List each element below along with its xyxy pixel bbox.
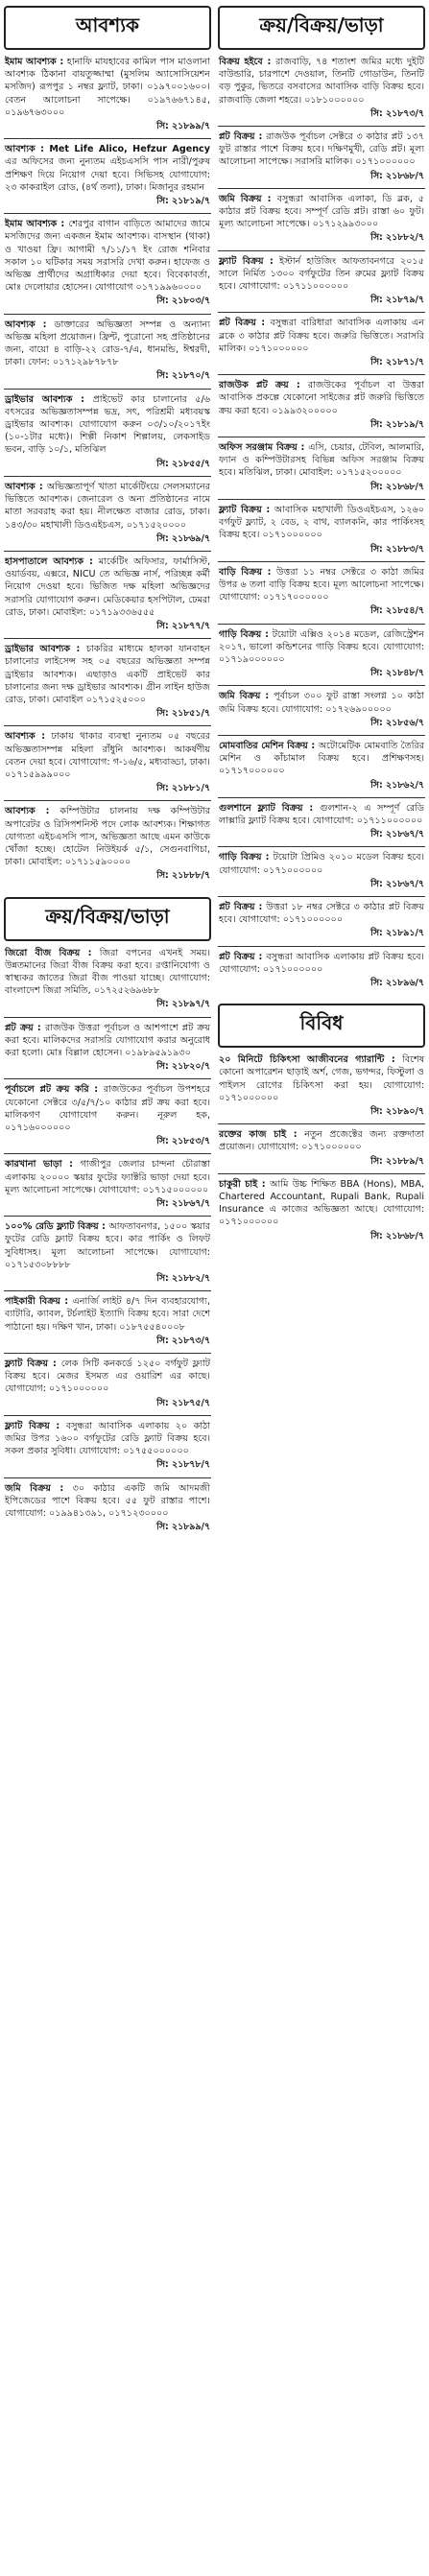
ad-divider xyxy=(218,126,425,127)
ad-body: হানাফি মাযহাবের কামিল পাস মাওলানা আবশ্যক ঠিকানা বায়তুজ্জাম্মা (মুসলিম অ্যাসোসিয়েশন মসজিদ) রূপপুর ১ নম্বর ফ্ল্যাট, ঢাকা। ০১৯৭০০১৬০০। বেতন আলোচনা সাপেক্ষে। ০১৯৭৬৬৭১৪৫, ০১৯৬৭৬৩০০০ xyxy=(5,57,211,118)
ad-code: সি: ২১৮৬৮/৭ xyxy=(370,1230,424,1241)
ad-code: সি: ২১৮৬৭/৭ xyxy=(156,1198,210,1210)
classified-ad xyxy=(218,504,425,558)
classified-ad xyxy=(4,218,211,310)
ad-code: সি: ২১৮৮৮/৭ xyxy=(156,870,210,882)
ad-keyword: ফ্ল্যাট বিক্রয় : xyxy=(219,255,280,267)
wanted-ads-list xyxy=(4,56,211,886)
miscellaneous-ads-list xyxy=(218,1053,425,1245)
ad-code: সি: ২১৮৮১/৭ xyxy=(156,783,210,794)
ad-keyword: গাড়ি বিক্রয় : xyxy=(219,852,274,863)
ad-code: সি: ২১৮৮২/৭ xyxy=(370,232,424,244)
classified-ad xyxy=(4,643,211,722)
ad-body: প্রাইভেট কার চালানোর ৫/৬ বৎসরের অভিজ্ঞতাসম্পন্ন ভদ্র, সৎ, পরিশ্রমী মধ্যবয়স্ক ড্রাইভার আবশ্যক। যোগাযোগ করুন ০৩/১০/২০১৭ইং (১০-১টার মধ্যে)। শিল্পী নিকাশ শিল্পালয়, লেকসাইড ভবন, বাড়ি ১০/১, মতিঝিল xyxy=(5,393,211,456)
ad-code: সি: ২১৮৫১/৭ xyxy=(156,708,210,720)
classified-ad xyxy=(218,951,425,993)
ad-code: সি: ২১৮৭১/৭ xyxy=(370,357,424,368)
ad-divider xyxy=(218,499,425,500)
classified-ad xyxy=(4,1420,211,1475)
ad-body: এর অফিসের জন্য নুন্যতম এইচএসসি পাস নারী/পুরুষ প্রশিক্ষণ দিয়ে নিয়োগ দেয়া হবে। সিভিসহ যোগাযোগ: ২৩ কাকরাইল রোড, (৪র্থ তলা), ঢাকা। মিজানুর রহমান xyxy=(5,156,210,193)
ad-divider xyxy=(218,374,425,375)
ad-code: সি: ২১৮১৯/৭ xyxy=(156,196,210,207)
ad-keyword: পাইকারী বিক্রয় : xyxy=(5,1296,73,1308)
ad-keyword: চাকুরী চাই : xyxy=(219,1178,271,1190)
ad-body: ঢাকায় থাকার ব্যবস্থা নুন্যতম ০৫ বছরের অভিজ্ঞতাসম্পন্ন মহিলা রাঁধুনি আবশ্যক। আকর্ষণীয় বেতন দেয়া হবে। যোগাযোগ: গ-১৬/৫, মধ্যবাড্ডা, ঢাকা। ০১৭১৫৯৯৯০০০ xyxy=(5,731,211,780)
left-column xyxy=(4,4,211,1537)
classified-ad xyxy=(218,255,425,310)
ad-keyword: ইমাম আবশ্যক : xyxy=(5,57,67,67)
section-header-buy-sell-rent-left: ক্রয়/বিক্রয়/ভাড়া xyxy=(4,897,211,941)
ad-keyword: হাসপাতালে আবশ্যক : xyxy=(5,555,99,567)
ad-keyword: আবশ্যক : xyxy=(5,481,47,492)
ad-divider xyxy=(4,551,211,552)
ad-divider xyxy=(218,685,425,686)
ad-divider xyxy=(218,946,425,947)
ad-body: রাজউকের পূর্বাচল উপশহরে যেকোনো সেক্টরে ৩/৫/৭/১০ কাঠার প্লট ক্রয় করা হবে। মালিকগণ যোগাযোগ করুন। নূরুল হক, ০১৭১৬০০০০০০ xyxy=(5,1084,210,1134)
ad-divider xyxy=(4,138,211,139)
classified-ad xyxy=(4,1083,211,1150)
classified-ad xyxy=(4,1295,211,1350)
ad-keyword: মোমবাতির মেশিন বিক্রয় : xyxy=(219,740,319,751)
ad-keyword: রক্তের কাজ চাই : xyxy=(219,1129,305,1141)
section-header-wanted: আবশ্যক xyxy=(4,6,211,50)
ad-body: বসুন্ধরা আবাসিক এলাকায় ২০ কাঠা জমির উপর ১৬০০ বর্গফুটের রেডি ফ্ল্যাট বিক্রয় হবে। সকল প্রকার সুবিধা। যোগাযোগ: ০১৭৫৫০০০০০০ xyxy=(5,1420,210,1457)
ad-keyword: কারখানা ভাড়া : xyxy=(5,1159,81,1170)
ad-divider xyxy=(4,638,211,639)
ad-code: সি: ২১৮৫৫/৭ xyxy=(156,458,210,469)
ad-divider xyxy=(218,896,425,897)
ad-divider xyxy=(4,314,211,315)
ad-keyword: জমি বিক্রয় : xyxy=(219,691,274,702)
section-header-buy-sell-rent-right: ক্রয়/বিক্রয়/ভাড়া xyxy=(218,6,425,50)
classified-ad xyxy=(218,901,425,943)
ad-body: বিশেষ কোনো অপারেশন ছাড়াই অর্শ, গেজ, ভগন্দর, ফিস্টুলা ও পাইলস রোগের চিকিৎসা করা হয়। যোগাযোগ: ০১৭১০০০০০০ xyxy=(219,1054,424,1103)
ad-body: পূর্বাচল ৩০০ ফুট রাস্তা সংলগ্ন ১০ কাঠা জমি বিক্রয় হবে। যোগাযোগ: ০১৭২৬৯০০০০০ xyxy=(219,691,424,715)
ad-code: সি: ২১৮৮৩/৭ xyxy=(370,543,424,555)
ad-divider xyxy=(4,725,211,726)
ad-body: এনার্জি লাইট ৪/৭ দিন ব্যবহারযোগ্য, ব্যাটারি, ক্যাবল, টর্চলাইট ইত্যাদি বিক্রয় হবে। সারা দেশে পাঠানো হয়। দক্ষিণ খান, ঢাকা। ০১৮৭৫৫৪০০০৮ xyxy=(5,1296,210,1333)
ad-divider xyxy=(4,1017,211,1018)
ad-code: সি: ২১৮৯১/৭ xyxy=(370,928,424,939)
classified-ad xyxy=(218,379,425,434)
ad-code: সি: ২১৮৫৪/৭ xyxy=(370,605,424,617)
classified-ad xyxy=(218,740,425,794)
classified-ad xyxy=(218,193,425,248)
ad-code: সি: ২১৮৯৭/৭ xyxy=(156,999,210,1010)
ad-code: সি: ২১৮৬৮/৭ xyxy=(370,481,424,492)
ad-body: উত্তরা ১৮ নম্বর সেক্টরে ৩ কাঠার প্লট বিক্রয় হবে। যোগাযোগ: ০১৭১০০০০০০ xyxy=(219,901,424,926)
classified-ad xyxy=(218,802,425,844)
ad-divider xyxy=(4,1078,211,1079)
ad-divider xyxy=(4,476,211,477)
ad-body: ইস্টার্ন হাউজিং আফতাবনগরে ২০১৫ সালে নির্মিত ১৩০০ বর্গফুটের তিন রুমের ফ্ল্যাট বিক্রয় হবে। যোগাযোগ: ০১৭১১০০০০০০ xyxy=(219,255,424,293)
classified-ad xyxy=(218,628,425,683)
ad-body: লেক সিটি কনকর্ডে ১২৫০ বর্গফুট ফ্ল্যাট বিক্রয় হবে। মেজর ইসমত এর ওয়ারিশ এর কাছে। যোগাযোগ: ০১৭১০০০০০০ xyxy=(5,1359,210,1395)
ad-body: টয়োটা প্রিমিও ২০১০ মডেল বিক্রয় হবে। যোগাযোগ: ০১৭১০০০০০০ xyxy=(219,852,424,876)
ad-keyword: আবশ্যক : Met Life Alico, Hefzur Agency xyxy=(5,144,210,155)
classified-ad xyxy=(218,1128,425,1170)
ad-divider xyxy=(4,1477,211,1478)
ad-keyword: প্লট বিক্রয় : xyxy=(219,901,267,912)
classified-ad xyxy=(4,1482,211,1537)
ad-keyword: প্লট বিক্রয় : xyxy=(219,131,267,143)
ad-keyword: অফিস সরঞ্জাম বিক্রয় : xyxy=(219,442,309,454)
section-header-miscellaneous: বিবিধ xyxy=(218,1004,425,1048)
ad-divider xyxy=(4,800,211,801)
ad-divider xyxy=(218,1173,425,1174)
ad-code: সি: ২১৮৭৩/৭ xyxy=(370,107,424,119)
ad-body: অভিজ্ঞতাপূর্ণ খাতা মার্কেটিংয়ে সেলসম্যানের ভিত্তিতে আবশ্যক। জেনারেল ও অন্য প্রতিষ্ঠানের নামে মাতা সরবরাহ করা হয়। নীলক্ষেত বাজার রোড, ঢাকা। ১৪৩/৩০ মহাখালী ডিওএইচএস, ০১৭১৫২০০০০ xyxy=(5,481,210,531)
classified-ad xyxy=(4,1220,211,1288)
ad-code: সি: ২১৮৯৬/৭ xyxy=(370,977,424,988)
classified-ad xyxy=(4,481,211,548)
ad-code: সি: ২১৮২০/৭ xyxy=(156,1061,210,1073)
ad-body: নতুন প্রজেক্টের জন্য রক্তদাতা প্রয়োজন। যোগাযোগ: ০১৭১০০০০০০ xyxy=(219,1129,425,1153)
ad-divider xyxy=(218,312,425,313)
classified-ad xyxy=(218,317,425,371)
ad-keyword: রাজউক প্লট ক্রয় : xyxy=(219,380,308,391)
ad-body: গাজীপুর জেলার চান্দনা চৌরাস্তা এলাকায় ২০০০০ স্কয়ার ফুটের ফ্যাক্টরি ভাড়া দেয়া হবে। মূল্য আলোচনা সাপেক্ষে। যোগাযোগ: ০১৭১৫০০০০০০ xyxy=(5,1159,210,1195)
ad-keyword: আবশ্যক : xyxy=(5,319,55,330)
ad-code: সি: ২১৮৮২/৭ xyxy=(156,1273,210,1285)
ad-keyword: জমি বিক্রয় : xyxy=(219,193,277,204)
ad-keyword: আবশ্যক : xyxy=(5,806,60,817)
ad-body: আবাসিক মহাখালী ডিওএইচএস, ১২৬০ বর্গফুট ফ্ল্যাট, ২ বেড, ২ বাথ, ব্যালকনি, কার পার্কিংসহ বিক্রয় হবে। ০১৭১০০০০০০ xyxy=(219,504,424,541)
classified-ad xyxy=(218,56,425,123)
ad-code: সি: ২১৮৭৮/৭ xyxy=(156,1459,210,1471)
classified-ad xyxy=(4,947,211,1014)
ad-code: সি: ২১৮৬৮/৭ xyxy=(370,170,424,181)
ad-divider xyxy=(218,250,425,251)
classified-ad xyxy=(4,56,211,135)
ad-divider xyxy=(218,797,425,798)
classified-ad xyxy=(4,805,211,885)
ad-body: ডাক্তারের অভিজ্ঞতা সম্পন্ন ও অন্যান্য অভিজ্ঞ মহিলা প্রয়োজন। ফ্রিন্ট, পুরোনো সহ প্রতিষ্ঠানের জন্য, বায়ো ৪ বাড়ি-২২ রোড-৭/এ, ধানমন্ডি, ঈশ্বরদী, ঢাকা। ফোন: ০১৭১২৯৮৭৮৭৮ xyxy=(5,319,210,368)
ad-divider xyxy=(4,1290,211,1291)
ad-code: সি: ২১৮১৯/৭ xyxy=(370,418,424,430)
ad-keyword: ফ্ল্যাট বিক্রয় : xyxy=(5,1359,61,1370)
ad-divider xyxy=(218,561,425,562)
ad-code: সি: ২১৮৭০/৭ xyxy=(156,370,210,382)
ad-body: রাজউকের পূর্বাচল বা উত্তরা আবাসিক প্রকল্পে যেকোনো সাইজের প্লট জরুরি ভিত্তিতে ক্রয় করা হবে। ০১৯৯৩২০০০০০ xyxy=(219,380,424,416)
ad-body: চাকরির মাধ্যমে হালকা যানবাহন চালানোর লাইসেন্স সহ ০৫ বছরের অভিজ্ঞতা সম্পন্ন ড্রাইভার আবশ্যক। এছাড়াও একটি প্রাইভেট কার চালানোর জন্য দক্ষ ড্রাইভার আবশ্যক। গ্রীন লাইন হাউজ রোড, ঢাকা। মোবাইল ০১৭১৫২৫০০০ xyxy=(5,644,210,705)
ad-keyword: গাড়ি বিক্রয় : xyxy=(219,628,273,640)
ad-divider xyxy=(218,1123,425,1124)
ad-keyword: ইমাম আবশ্যক : xyxy=(5,219,69,230)
ad-divider xyxy=(218,735,425,736)
classified-ad xyxy=(218,566,425,621)
ad-body: অটোমেটিক মোমবাতি তৈরির মেশিন ও কাঁচামাল বিক্রয় হবে। প্রশিক্ষণসহ। ০১৭১৭০০০০০০ xyxy=(219,740,424,777)
ad-code: সি: ২১৮৭৫/৭ xyxy=(156,1397,210,1408)
ad-code: সি: ২১৮৯০/৭ xyxy=(370,1106,424,1117)
ad-body: জিরা বপনের এখনই সময়। উন্নতমানের জিরা বীজ বিক্রয় করা হবে। রপ্তানিযোগ্য ও স্বাস্থ্যকর জাতের জিরা বীজ পাওয়া যাচ্ছে। যোগাযোগ: বাংলাদেশ জিরা সমিতি, ০১৭২৫২৬৯৬৮৮ xyxy=(5,947,210,997)
ad-keyword: গুলশানে ফ্ল্যাট বিক্রয় : xyxy=(219,802,321,814)
classified-ad xyxy=(218,1178,425,1245)
ad-code: সি: ২১৮৬২/৭ xyxy=(370,779,424,791)
ad-code: সি: ২১৮৭৯/৭ xyxy=(370,295,424,306)
ad-divider xyxy=(4,1153,211,1154)
ad-body: কম্পিউটার চালনায় দক্ষ কম্পিউটার অপারেটর ও রিসিপশনিস্ট পদে লোক আবশ্যক। শিক্ষাগত যোগ্যতা এইচএসসি পাস, অভিজ্ঞতা আছে এমন কাউকে খোঁজা হচ্ছে। হোটেল নিউইয়র্ক ৫/১, সেগুনবাগিচা, ঢাকা। মোবাইল: ০১৭১১৫৯০০০০ xyxy=(5,806,210,868)
ad-divider xyxy=(218,624,425,625)
classified-ad xyxy=(4,1022,211,1076)
ad-body: মার্কেটিং অফিসার, ফার্মাসিস্ট, ওয়ার্ডবয়, এক্সরে, NICU তে অভিজ্ঞ নার্স, পরিচ্ছন্ন কর্মী নিয়োগ দেওয়া হবে। ভিজিত দক্ষ মহিলা অভিজ্ঞদের সরাসরি যোগাযোগ করুন। মেডিকেয়ার হসপিটাল, ঢেমরা রোড, ঢাকা। মোবাইল: ০১৭১৯৩৩৬৫৫৫ xyxy=(5,555,210,618)
ad-body: শেরপুর বাগান বাড়িতে আমাদের জামে মসজিদের জন্য একজন ইমাম আবশ্যক। বাসস্থান (থাকা) ও খাওয়া ফ্রি। আগামী ৭/১১/১৭ ইং রোজ শনিবার সকাল ১০ ঘটিকার সময় সরাসরি দেখা করুন। হাফেজ ও অভিজ্ঞ প্রার্থীদের অগ্রাধিকার দেয়া হবে। বিবেকাবর্তা, মোঃ দেলোয়ার হোসেন। যোগাযোগ ০১৭১৯৯৬০০০০ xyxy=(5,219,210,294)
ad-code: সি: ২১৮০৩/৭ xyxy=(156,295,210,307)
classified-ad xyxy=(4,555,211,635)
classified-ad xyxy=(4,319,211,386)
classified-ad xyxy=(4,730,211,797)
ad-divider xyxy=(4,1216,211,1217)
classified-ad xyxy=(4,143,211,210)
classified-ad xyxy=(218,441,425,496)
ad-keyword: প্লট বিক্রয় : xyxy=(219,951,267,962)
ad-divider xyxy=(4,389,211,390)
ad-code: সি: ২১৮৯৯/৭ xyxy=(156,121,210,132)
right-column xyxy=(218,4,425,1245)
ad-code: সি: ২১৮৬৭/৭ xyxy=(370,829,424,840)
classified-ad xyxy=(4,393,211,473)
classified-ad xyxy=(218,1053,425,1121)
classified-ad xyxy=(218,130,425,185)
ad-keyword: ফ্ল্যাট বিক্রয় : xyxy=(219,504,274,515)
ad-body: রাজউক উত্তরা পূর্বাচল ও আশপাশে প্লট ক্রয় করা হবে। মালিকদের সরাসরি যোগাযোগ করার অনুরোধ করা হলো। মোঃ বিল্লাল হোসেন। ০১৯৮৯৫৯১৯৩০ xyxy=(5,1022,211,1058)
ad-keyword: জিরো বীজ বিক্রয় : xyxy=(5,947,100,958)
buy-sell-ads-list-right xyxy=(218,56,425,992)
ad-divider xyxy=(218,846,425,847)
ad-keyword: ১০০% রেডি ফ্ল্যাট বিক্রয় : xyxy=(5,1221,109,1233)
classified-ad xyxy=(4,1158,211,1213)
ad-divider xyxy=(4,1415,211,1416)
ad-keyword: ফ্ল্যাট বিক্রয় : xyxy=(5,1420,66,1431)
ad-code: সি: ২১৮৫৬/৭ xyxy=(370,717,424,728)
ad-body: উত্তরা ১১ নম্বর সেক্টরে ৩ কাঠা জমির উপর ৬ তলা বাড়ি বিক্রয় হবে। মূল্য আলোচনা সাপেক্ষে। যোগাযোগ: ০১৭১৭০০০০০০ xyxy=(219,566,424,603)
ad-body: আফতাবনগর, ১৫০০ স্কয়ার ফুটের রেডি ফ্ল্যাট বিক্রয় হবে। কার পার্কিং ও লিফট সুবিধাসহ। মূল্য আলোচনা সাপেক্ষে। যোগাযোগ: ০১৭১৫৩০৮৮৮৮ xyxy=(5,1221,210,1270)
ad-divider xyxy=(4,213,211,214)
ad-keyword: বাড়ি বিক্রয় : xyxy=(219,566,277,578)
ad-keyword: প্লট বিক্রয় : xyxy=(219,318,271,329)
ad-body: টয়োটা এক্সিও ২০১৪ মডেল, রেজিস্ট্রেশন ২০১৭, ভালো কন্ডিশনের গাড়ি বিক্রয় হবে। যোগাযোগ: ০১৭১৯০০০০০০ xyxy=(219,628,425,665)
classified-ad xyxy=(218,851,425,893)
ad-divider xyxy=(4,1353,211,1354)
ad-body: এসি, চেয়ার, টেবিল, আলমারি, ফ্যান ও কম্পিউটারসহ বিভিন্ন অফিস সরঞ্জাম বিক্রয় হবে। মতিঝিল, ঢাকা। মোবাইল: ০১৭১৫২০০০০০ xyxy=(219,442,424,479)
ad-body: রাজউক পূর্বাচল সেক্টরে ৩ কাঠার প্লট ১৩৭ ফুট রাস্তার পাশে বিক্রয় হবে। দক্ষিণমুখী, রেডি প্লট। মূল্য আলোচনা সাপেক্ষে। সরাসরি মালিক। ০১৭১০০০০০০ xyxy=(219,131,424,168)
ad-code: সি: ২১৮৮৯/৭ xyxy=(370,1155,424,1167)
ad-body: ৩০ কাঠার একটি জমি আদমজী ইপিজেডের পাশে বিক্রয় হবে। ৫৫ ফুট রাস্তার পাশে। যোগাযোগ: ০১৯৯৪১৩৯১, ০১৭১২৩০০০০ xyxy=(5,1482,210,1520)
ad-keyword: পূর্বাচলে প্লট ক্রয় করি : xyxy=(5,1084,104,1096)
ad-body: বসুন্ধরা বারিধারা আবাসিক এলাকায় এন ব্লকে ৩ কাঠার প্লট বিক্রয় হবে। জরুরি ভিত্তিতে। সরাসরি মালিক। ০১৭১০০০০০০ xyxy=(219,318,424,354)
ad-code: সি: ২১৮৭৭/৭ xyxy=(156,620,210,631)
ad-divider xyxy=(218,188,425,189)
ad-code: সি: ২১৮৭৩/৭ xyxy=(156,1335,210,1346)
ad-keyword: জমি বিক্রয় : xyxy=(5,1482,73,1494)
ad-body: রাজবাড়ি, ৭৪ শতাংশ জমির মধ্যে দুইটি বাউন্ডারি, চারপাশে দেওয়াল, তিনটি গোডাউন, তিনটি বড় পুকুর, ভিতরে বসবাসের আবাসিক বাড়ি বিক্রয় হবে। রাজবাড়ি জেলা শহরে। ০১৮১০০০০০০ xyxy=(219,57,424,106)
ad-body: আমি উচ্চ শিক্ষিত BBA (Hons), MBA, Chartered Accountant, Rupali Bank, Rupali Insurance এ কাজের অভিজ্ঞতা আছে। যোগাযোগ: ০১৭১০০০০০০ xyxy=(219,1178,424,1228)
ad-keyword: বিক্রয় হইবে : xyxy=(219,57,276,67)
ad-code: সি: ২১৮৬৯/৭ xyxy=(156,532,210,544)
ad-keyword: ২০ মিনিটে চিকিৎসা আজীবনের গ্যারান্টি : xyxy=(219,1054,403,1066)
ad-keyword: ড্রাইভার আবশ্যক : xyxy=(5,644,86,655)
classified-ad xyxy=(218,690,425,732)
ad-keyword: প্লট ক্রয় : xyxy=(5,1022,45,1033)
ad-keyword: ড্রাইভার আবশ্যক : xyxy=(5,393,93,405)
ad-code: সি: ২১৮৯৯/৭ xyxy=(156,1522,210,1533)
buy-sell-ads-list-left xyxy=(4,947,211,1537)
classified-ad xyxy=(4,1358,211,1412)
ad-body: বসুন্ধরা আবাসিক এলাকায় প্লট বিক্রয় হবে। যোগাযোগ: ০১৭১০০০০০০ xyxy=(219,951,424,975)
ad-body: বসুন্ধরা আবাসিক এলাকা, ডি ব্লক, ৫ কাঠার প্লট বিক্রয় হবে। সম্পূর্ণ রেডি প্লট। রাস্তা ৬০ ফুট। মূল্য আলোচনা সাপেক্ষে। ০১৭১২৯৯৩০০০ xyxy=(219,193,424,230)
ad-code: সি: ২১৮৬৭/৭ xyxy=(370,878,424,889)
ad-keyword: আবশ্যক : xyxy=(5,731,52,743)
ad-code: সি: ২১৮৪৮/৭ xyxy=(370,668,424,679)
ad-body: গুলশান-২ এ সম্পূর্ণ রেডি লাক্সারি ফ্ল্যাট বিক্রয় হবে। যোগাযোগ: ০১৭১১০০০০০০ xyxy=(219,802,424,826)
ad-code: সি: ২১৮৫৩/৭ xyxy=(156,1136,210,1147)
